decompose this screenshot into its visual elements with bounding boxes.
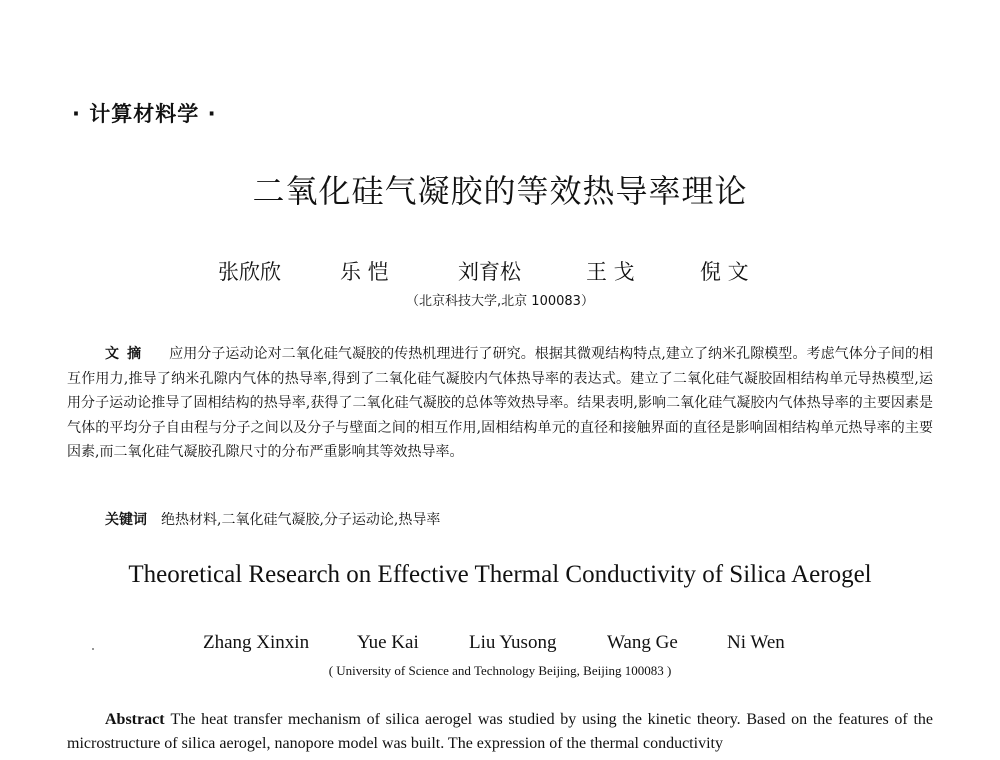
english-abstract-label: Abstract [105,711,165,728]
chinese-author: 刘育松 [458,260,521,284]
chinese-title: 二氧化硅气凝胶的等效热导率理论 [252,172,748,210]
chinese-author: 乐 恺 [340,260,389,284]
chinese-abstract-text: 应用分子运动论对二氧化硅气凝胶的传热机理进行了研究。根据其微观结构特点,建立了纳米孔隙模型。考虑气体分子间的相互作用力,推导了纳米孔隙内气体的热导率,得到了二氧化硅气凝胶内气体热导率的表达式。建立了二氧化硅气凝胶固相结构单元导热模型,运用分子运动论推导了固相结构的热导率,获得了二氧化硅气凝胶的总体等效热导率。结果表明,影响二氧化硅气凝胶内气体热导率的主要因素是气体的平均分子自由程与分子之间以及分子与壁面之间的相互作用,固相结构单元的直径和接触界面的直径是影响固相结构单元热导率的主要因素,而二氧化硅气凝胶孔隙尺寸的分布严重影响其等效热导率。 [67,346,934,461]
english-author: Wang Ge [607,632,678,653]
chinese-abstract-label: 文摘 [105,346,150,362]
chinese-keywords [105,509,440,529]
chinese-author: 张欣欣 [218,260,281,284]
chinese-abstract [67,342,933,465]
english-author-list [0,632,1000,658]
chinese-affiliation: （北京科技大学,北京 100083） [406,294,594,309]
chinese-keywords-label: 关键词 [105,512,147,528]
english-title: Theoretical Research on Effective Thermal Conductivity of Silica Aerogel [128,561,872,588]
chinese-author: 王 戈 [586,260,635,284]
english-abstract-text: The heat transfer mechanism of silica aerogel was studied by using the kinetic theory. Based on the features of the microstructure of silica aerogel, nanopore model was built. The expression of the thermal conductivity [67,711,933,752]
chinese-keywords-text: 绝热材料,二氧化硅气凝胶,分子运动论,热导率 [161,512,441,528]
section-tag: · 计算材料学 · [72,102,217,126]
english-author: Ni Wen [727,632,785,653]
english-affiliation: ( University of Science and Technology Beijing, Beijing 100083 ) [328,663,672,678]
english-author: Liu Yusong [469,632,557,653]
english-abstract [67,708,933,756]
english-author: Yue Kai [357,632,419,653]
english-author: Zhang Xinxin [203,632,310,653]
chinese-author: 倪 文 [700,260,749,284]
chinese-author-list [0,256,1000,286]
